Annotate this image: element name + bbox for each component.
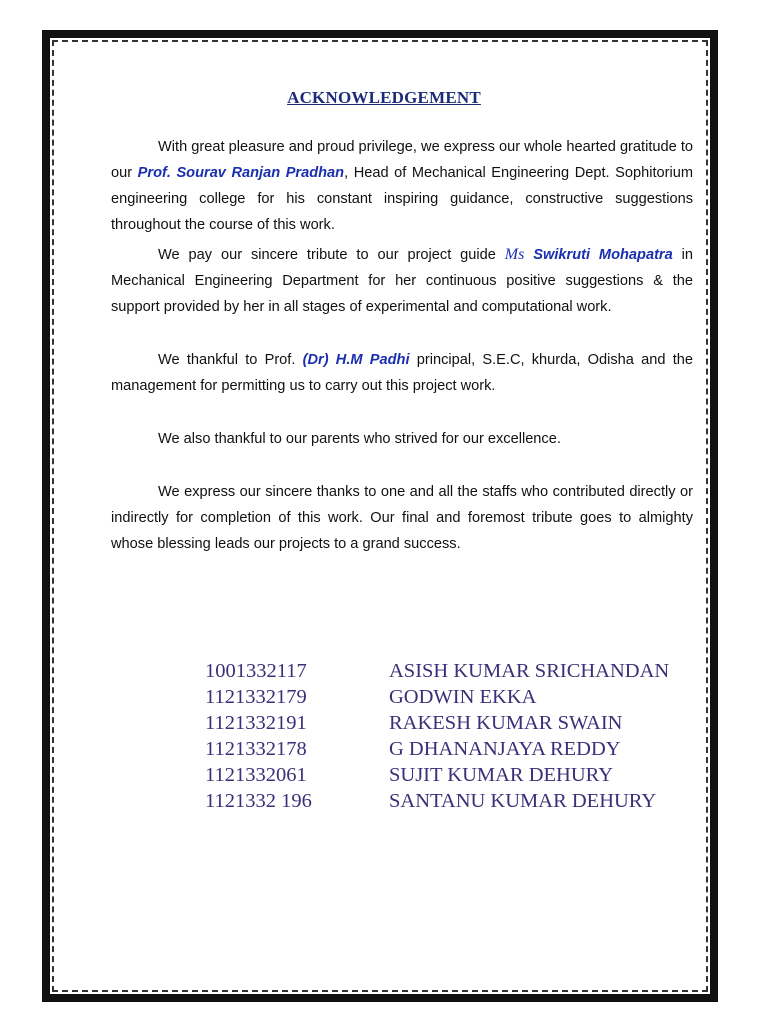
roll-number: 1121332179 xyxy=(205,686,307,708)
paragraph-3 xyxy=(111,347,693,399)
guide-name: Swikruti Mohapatra xyxy=(524,247,673,263)
student-row xyxy=(205,736,669,762)
paragraph-2 xyxy=(111,242,693,320)
student-row xyxy=(205,788,669,814)
student-name: SANTANU KUMAR DEHURY xyxy=(389,790,657,812)
student-row xyxy=(205,762,669,788)
roll-number: 1121332061 xyxy=(205,764,307,786)
paragraph-2-text-a: We pay our sincere tribute to our project guide xyxy=(158,247,505,263)
student-name: RAKESH KUMAR SWAIN xyxy=(389,712,623,734)
paragraph-4: We also thankful to our parents who strived for our excellence. xyxy=(158,431,561,447)
student-name: GODWIN EKKA xyxy=(389,686,537,708)
guide-title: Ms xyxy=(504,246,525,263)
roll-number: 1121332191 xyxy=(205,712,307,734)
paragraph-5: We express our sincere thanks to one and all the staffs who contributed directly or indirectly for completion of this work. Our final and foremost tribute goes to almighty whose blessing leads our projects to a grand success. xyxy=(111,484,693,552)
student-row xyxy=(205,710,669,736)
student-row xyxy=(205,684,669,710)
roll-number: 1121332178 xyxy=(205,738,307,760)
paragraph-1-text-b: , Head of Mechanical Engineering Dept. Sophitorium engineering college for his constant inspiring guidance, constructive suggestions throughout the course of this work. xyxy=(111,165,693,233)
principal-name: (Dr) H.M Padhi xyxy=(302,352,410,368)
paragraph-3-text-b: principal, S.E.C, khurda, Odisha and the management for permitting us to carry out this project work. xyxy=(111,352,693,394)
paragraph-2-text-b: in Mechanical Engineering Department for her continuous positive suggestions & the support provided by her in all stages of experimental and computational work. xyxy=(111,247,693,315)
roll-number: 1121332 196 xyxy=(205,790,312,812)
page-title: ACKNOWLEDGEMENT xyxy=(287,88,481,107)
paragraph-1 xyxy=(111,134,693,238)
student-row xyxy=(205,658,669,684)
paragraph-3-text-a: We thankful to Prof. xyxy=(158,352,303,368)
student-list xyxy=(205,658,669,814)
student-name: G DHANANJAYA REDDY xyxy=(389,738,621,760)
hod-name: Prof. Sourav Ranjan Pradhan xyxy=(137,165,345,181)
paragraph-1-text-a: With great pleasure and proud privilege, we express our whole hearted gratitude to our xyxy=(111,139,693,181)
student-name: SUJIT KUMAR DEHURY xyxy=(389,764,614,786)
student-name: ASISH KUMAR SRICHANDAN xyxy=(389,660,670,682)
roll-number: 1001332117 xyxy=(205,660,307,682)
acknowledgement-body xyxy=(111,134,693,557)
